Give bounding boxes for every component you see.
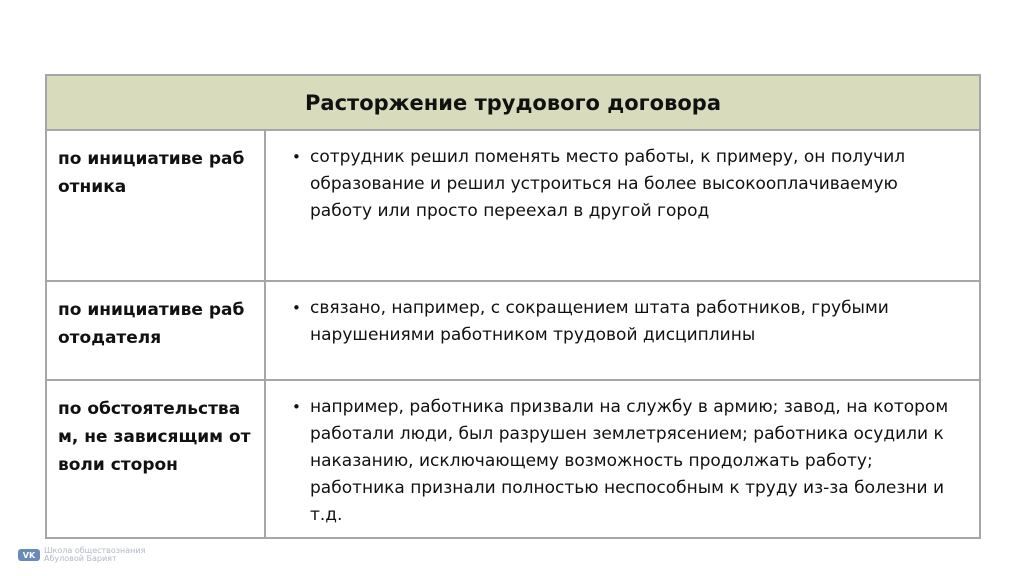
dismissal-table <box>45 74 981 539</box>
table-row <box>46 130 980 281</box>
row-label-employee: по инициативе работника <box>46 130 265 281</box>
bullet-text: связано, например, с сокращением штата работников, грубыми нарушениями работником трудовой дисциплины <box>310 298 889 345</box>
bullet-icon: • <box>292 299 301 317</box>
bullet-text: например, работника призвали на службу в армию; завод, на котором работали люди, был разрушен землетрясением; работника осудили к наказанию, исключающему возможность продолжать работу; работника признали полностью неспособным к труду из-за болезни и т.д. <box>310 397 949 525</box>
row-description-employer <box>265 281 980 380</box>
table-row <box>46 380 980 538</box>
footer-line-2: Абуловой Барият <box>44 554 117 563</box>
row-description-circumstances <box>265 380 980 538</box>
vk-logo-icon: VK <box>18 549 40 561</box>
table-row <box>46 281 980 380</box>
bullet-text: сотрудник решил поменять место работы, к примеру, он получил образование и решил устроиться на более высокооплачиваемую работу или просто переехал в другой город <box>310 147 906 221</box>
bullet-icon: • <box>292 148 301 166</box>
footer-line-1: Школа обществознания <box>44 546 146 555</box>
table-title: Расторжение трудового договора <box>46 75 980 130</box>
footer-text <box>44 547 145 563</box>
bullet-icon: • <box>292 398 301 416</box>
row-label-circumstances: по обстоятельствам, не зависящим от воли сторон <box>46 380 265 538</box>
row-label-employer: по инициативе работодателя <box>46 281 265 380</box>
row-description-employee <box>265 130 980 281</box>
footer-watermark <box>18 547 145 563</box>
